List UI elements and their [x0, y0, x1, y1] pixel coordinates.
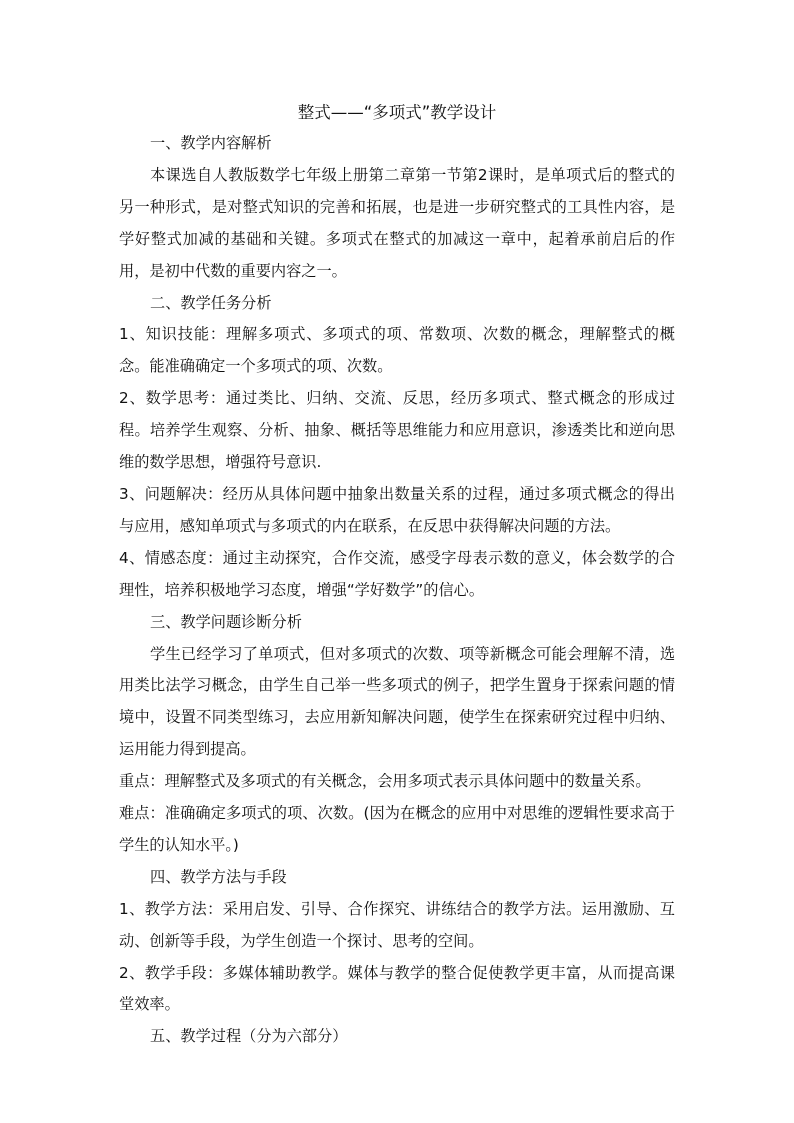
paragraph-difficult-point: 难点：准确确定多项式的项、次数。(因为在概念的应用中对思维的逻辑性要求高于学生的认知水平。)	[119, 804, 675, 854]
paragraph-content-analysis: 本课选自人教版数学七年级上册第二章第一节第2课时，是单项式后的整式的另一种形式，是对整式知识的完善和拓展，也是进一步研究整式的工具性内容，是学好整式加减的基础和关键。多项式在整式的加减这一章中，起着承前启后的作用，是初中代数的重要内容之一。	[119, 165, 675, 280]
paragraph-teaching-means: 2、教学手段：多媒体辅助教学。媒体与教学的整合促使教学更丰富，从而提高课堂效率。	[119, 963, 675, 1014]
section-heading-problem-diagnosis: 三、教学问题诊断分析	[150, 612, 302, 631]
document-title: 整式——“多项式”教学设计	[297, 103, 497, 122]
paragraph-emotion-attitude: 4、情感态度：通过主动探究，合作交流，感受字母表示数的意义，体会数学的合理性，培养积极地学习态度，增强“学好数学”的信心。	[119, 548, 675, 599]
document-page	[119, 98, 675, 1053]
section-heading-content-analysis: 一、教学内容解析	[150, 134, 272, 152]
section-heading-process: 五、教学过程（分为六部分）	[150, 1027, 348, 1046]
section-heading-methods: 四、教学方法与手段	[150, 867, 287, 886]
paragraph-math-thinking: 2、数学思考：通过类比、归纳、交流、反思，经历多项式、整式概念的形成过程。培养学生观察、分析、抽象、概括等思维能力和应用意识，渗透类比和逆向思维的数学思想，增强符号意识.	[119, 389, 675, 472]
section-heading-task-analysis: 二、教学任务分析	[150, 293, 272, 312]
paragraph-problem-solving: 3、问题解决：经历从具体问题中抽象出数量关系的过程，通过多项式概念的得出与应用，感知单项式与多项式的内在联系，在反思中获得解决问题的方法。	[119, 484, 675, 535]
paragraph-key-point: 重点：理解整式及多项式的有关概念，会用多项式表示具体问题中的数量关系。	[119, 772, 651, 791]
paragraph-problem-diagnosis: 学生已经学习了单项式，但对多项式的次数、项等新概念可能会理解不清，选用类比法学习概念，由学生自己举一些多项式的例子，把学生置身于探索问题的情境中，设置不同类型练习，去应用新知解决问题，使学生在探索研究过程中归纳、运用能力得到提高。	[119, 644, 675, 759]
paragraph-knowledge-skills: 1、知识技能：理解多项式、多项式的项、常数项、次数的概念，理解整式的概念。能准确确定一个多项式的项、次数。	[119, 325, 675, 376]
paragraph-teaching-method: 1、教学方法：采用启发、引导、合作探究、讲练结合的教学方法。运用激励、互动、创新等手段，为学生创造一个探讨、思考的空间。	[119, 899, 675, 950]
